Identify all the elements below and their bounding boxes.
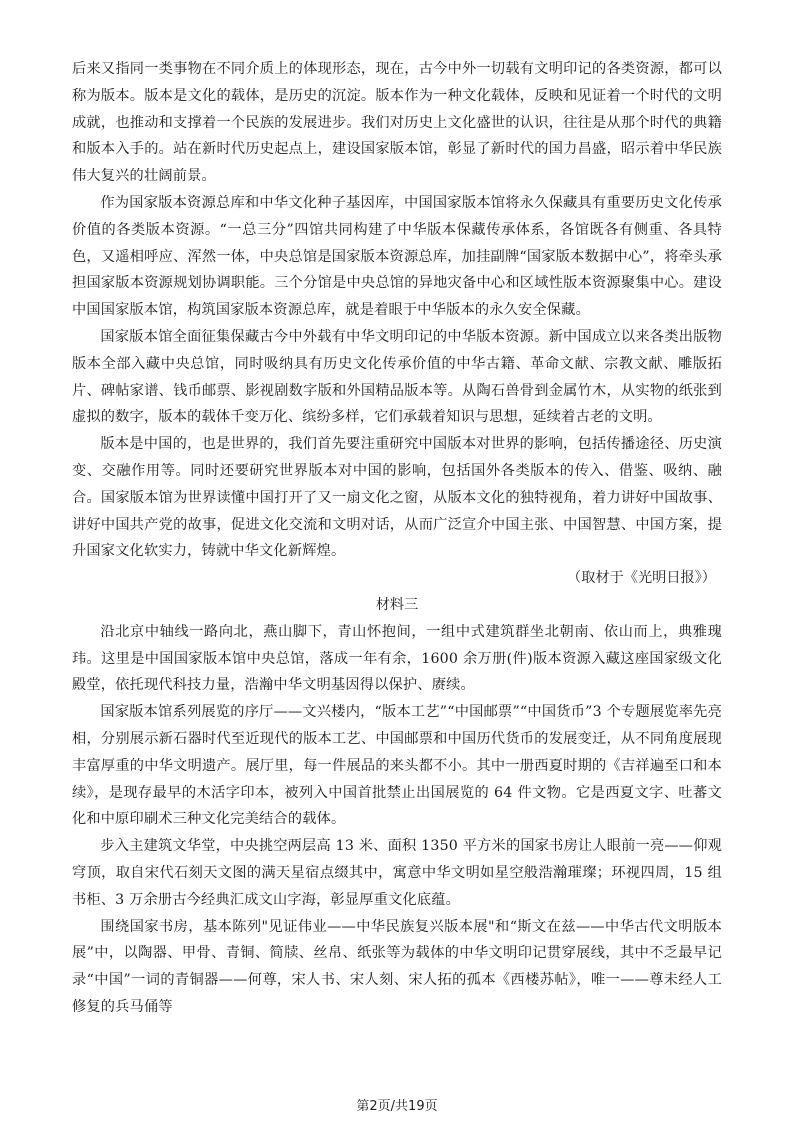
document-body [72, 56, 722, 1021]
paragraph-5: 沿北京中轴线一路向北，燕山脚下，青山怀抱间，一组中式建筑群坐北朝南、依山而上，典雅瑰玮。这里是中国国家版本馆中央总馆，落成一年有余，1600 余万册(件)版本资源入藏这座国家级文化殿堂，依托现代科技力量，浩瀚中华文明基因得以保护、赓续。 [72, 623, 722, 694]
source-citation: （取材于《光明日报》） [567, 570, 716, 587]
page-number-footer: 第2页/共19页 [356, 1099, 438, 1114]
paragraph-6: 国家版本馆系列展览的序厅——文兴楼内，“版本工艺”“中国邮票”“中国货币”3 个专题展览率先亮相，分别展示新石器时代至近现代的版本工艺、中国邮票和中国历代货币的发展变迁，从不同角度展现丰富厚重的中华文明遗产。展厅里，每一件展品的来头都不小。其中一册西夏时期的《吉祥遍至口和本续》，是现存最早的木活字印本，被列入中国首批禁止出国展览的 64 件文物。它是西夏文字、吐蕃文化和中原印刷术三种文化完美结合的载体。 [72, 704, 722, 828]
paragraph-2: 作为国家版本资源总库和中华文化种子基因库，中国国家版本馆将永久保藏具有重要历史文化传承价值的各类版本资源。“一总三分”四馆共同构建了中华版本保藏传承体系，各馆既各有侧重、各具特色，又遥相呼应、浑然一体，中央总馆是国家版本资源总库，加挂副牌“国家版本数据中心”，将牵头承担国家版本资源规划协调职能。三个分馆是中央总馆的异地灾备中心和区域性版本资源聚集中心。建设中国国家版本馆，构筑国家版本资源总库，就是着眼于中华版本的永久安全保藏。 [72, 194, 722, 319]
paragraph-8: 围绕国家书房，基本陈列"见证伟业——中华民族复兴版本展"和“斯文在兹——中华古代文明版本展”中，以陶器、甲骨、青铜、简牍、丝帛、纸张等为载体的中华文明印记贯穿展线，其中不乏最早记录“中国”一词的青铜器——何尊，宋人书、宋人刻、宋人拓的孤本《西楼苏帖》，唯一——尊未经人工修复的兵马俑等 [72, 918, 722, 1015]
paragraph-3: 国家版本馆全面征集保藏古今中外载有中华文明印记的中华版本资源。新中国成立以来各类出版物版本全部入藏中央总馆，同时吸纳具有历史文化传承价值的中华古籍、革命文献、宗教文献、雕版拓片、碑帖家谱、钱币邮票、影视剧数字版和外国精品版本等。从陶石兽骨到金属竹木，从实物的纸张到虚拟的数字，版本的载体千变万化、缤纷多样，它们承载着知识与思想，延续着古老的文明。 [72, 328, 722, 426]
paragraph-4: 版本是中国的，也是世界的，我们首先要注重研究中国版本对世界的影响，包括传播途径、历史演变、交融作用等。同时还要研究世界版本对中国的影响，包括国外各类版本的传入、借鉴、吸纳、融合。国家版本馆为世界读懂中国打开了又一扇文化之窗，从版本文化的独特视角，着力讲好中国故事、讲好中国共产党的故事，促进文化交流和文明对话，从而广泛宣介中国主张、中国智慧、中国方案，提升国家文化软实力，铸就中华文化新辉煌。 [72, 436, 722, 560]
paragraph-1: 后来又指同一类事物在不同介质上的体现形态，现在，古今中外一切载有文明印记的各类资源，都可以称为版本。版本是文化的载体，是历史的沉淀。版本作为一种文化载体，反映和见证着一个时代的文明成就，也推动和支撑着一个民族的发展进步。我们对历史上文化盛世的认识，往往是从那个时代的典籍和版本入手的。站在新时代历史起点上，建设国家版本馆，彰显了新时代的国力昌盛，昭示着中华民族伟大复兴的壮阔前景。 [72, 61, 722, 185]
section-title: 材料三 [375, 596, 419, 613]
paragraph-7: 步入主建筑文华堂，中央挑空两层高 13 米、面积 1350 平方米的国家书房让人眼前一亮——仰观穹顶，取自宋代石刻天文图的满天星宿点缀其中，寓意中华文明如星空般浩瀚璀璨；环视四周，15 组书柜、3 万余册古今经典汇成文山字海，彰显厚重文化底蕴。 [72, 838, 722, 908]
